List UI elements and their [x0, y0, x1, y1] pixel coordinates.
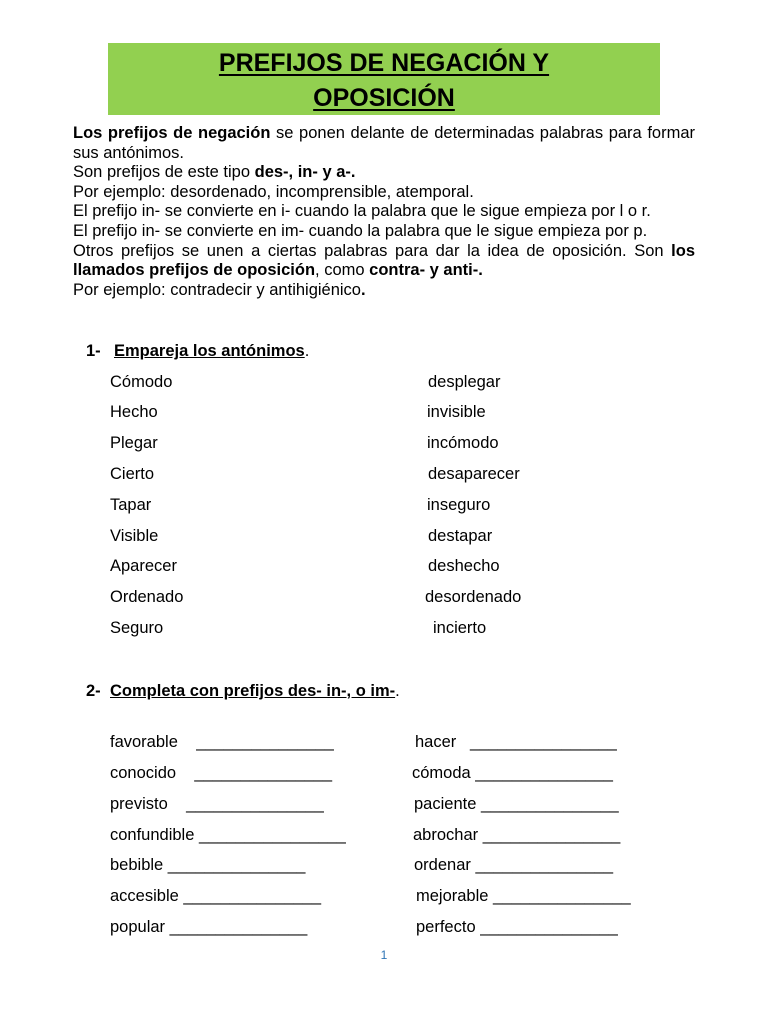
antonym-left-word: Aparecer	[110, 557, 177, 575]
antonym-left-word: Plegar	[110, 434, 158, 452]
antonym-left-word: Tapar	[110, 496, 152, 514]
intro-text-span: se ponen delante de determinadas palabras para formar sus antónimos.	[73, 124, 695, 162]
exercise-number: 2-	[86, 682, 101, 700]
intro-period: .	[361, 280, 366, 299]
fill-in-item: hacer ________________	[415, 733, 617, 751]
antonym-left-word: Cómodo	[110, 373, 173, 391]
antonym-left-word: Hecho	[110, 403, 158, 421]
exercise-number: 1-	[86, 342, 101, 360]
antonym-right-word: deshecho	[428, 557, 500, 575]
exercise-1-heading	[86, 341, 309, 361]
fill-in-item: cómoda _______________	[412, 764, 613, 782]
fill-in-item: conocido _______________	[110, 764, 333, 782]
intro-prefixes: contra- y anti-.	[369, 261, 483, 280]
intro-text-span: Por ejemplo: contradecir y antihigiénico	[73, 280, 361, 299]
intro-paragraph-3: Por ejemplo: desordenado, incomprensible, atemporal.	[73, 182, 474, 201]
antonym-right-word: desaparecer	[428, 465, 520, 483]
intro-term: Los prefijos de negación	[73, 124, 271, 142]
title-line-2: OPOSICIÓN	[313, 84, 455, 112]
antonym-right-word: incómodo	[427, 434, 499, 452]
exercise-instruction: Empareja los antónimos	[114, 342, 305, 360]
antonym-right-word: inseguro	[427, 496, 491, 514]
intro-text-span: Son prefijos de este tipo	[73, 163, 255, 182]
intro-paragraph-4: El prefijo in- se convierte en i- cuando la palabra que le sigue empieza por l o r.	[73, 202, 651, 221]
intro-term: los llamados prefijos de oposición	[73, 241, 695, 280]
antonym-right-word: destapar	[428, 527, 493, 545]
antonym-right-word: invisible	[427, 403, 486, 421]
exercise-period: .	[304, 342, 310, 360]
intro-prefixes: des-, in- y a-.	[254, 163, 356, 182]
intro-paragraph-1	[73, 124, 695, 163]
exercise-2-heading	[86, 681, 400, 701]
antonym-left-word: Cierto	[110, 465, 155, 483]
intro-paragraph-5: El prefijo in- se convierte en im- cuando la palabra que le sigue empieza por p.	[73, 221, 648, 240]
page-number: 1	[380, 948, 388, 962]
fill-in-item: paciente _______________	[414, 795, 619, 813]
intro-text-span: , como	[315, 261, 370, 280]
fill-in-item: accesible _______________	[110, 887, 322, 905]
antonym-left-word: Seguro	[110, 619, 164, 637]
fill-in-item: mejorable _______________	[416, 887, 631, 905]
fill-in-item: popular _______________	[110, 918, 308, 936]
fill-in-item: previsto _______________	[110, 795, 324, 813]
exercise-period: .	[395, 682, 400, 700]
fill-in-item: favorable _______________	[110, 733, 334, 751]
antonym-left-word: Ordenado	[110, 588, 184, 606]
fill-in-item: bebible _______________	[110, 856, 306, 874]
antonym-right-word: desordenado	[425, 588, 522, 606]
intro-text	[73, 124, 695, 300]
intro-text-span: Otros prefijos se unen a ciertas palabras para dar la idea de oposición. Son	[73, 241, 672, 260]
antonym-left-word: Visible	[110, 527, 159, 545]
intro-paragraph-7	[73, 281, 695, 301]
fill-in-item: ordenar _______________	[414, 856, 614, 874]
exercise-instruction: Completa con prefijos des- in-, o im-	[110, 682, 396, 700]
intro-paragraph-6	[73, 242, 695, 281]
fill-in-item: abrochar _______________	[413, 826, 621, 844]
fill-in-item: confundible ________________	[110, 826, 346, 844]
antonym-right-word: desplegar	[428, 373, 501, 391]
intro-paragraph-2	[73, 163, 695, 183]
antonym-right-word: incierto	[433, 619, 487, 637]
title-banner	[108, 43, 660, 115]
title-line-1: PREFIJOS DE NEGACIÓN Y	[218, 49, 550, 77]
fill-in-item: perfecto _______________	[416, 918, 618, 936]
